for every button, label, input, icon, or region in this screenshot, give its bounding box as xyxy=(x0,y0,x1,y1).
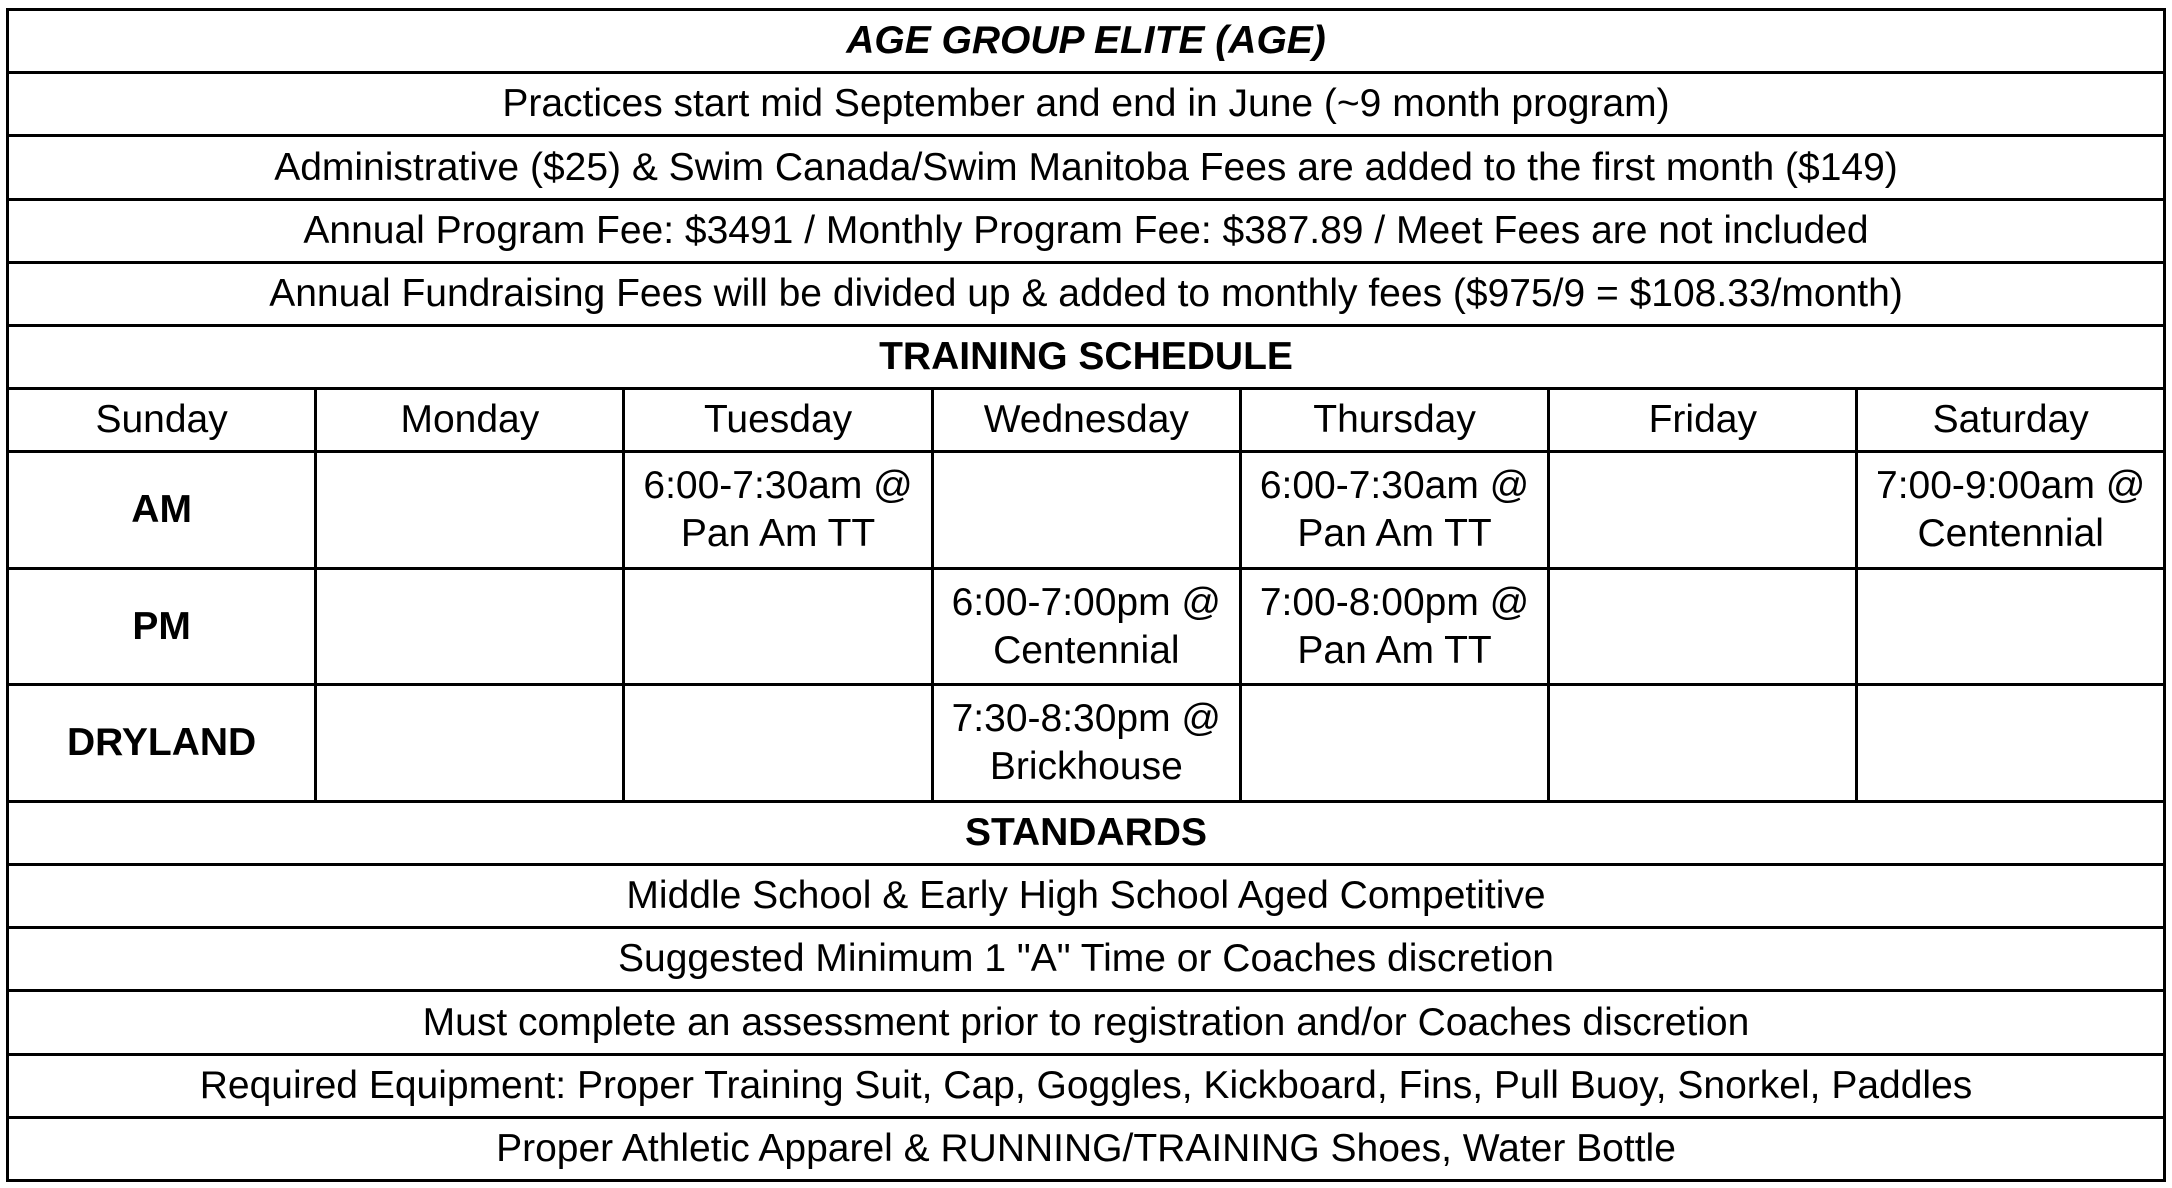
info-admin-fees: Administrative ($25) & Swim Canada/Swim Manitoba Fees are added to the first month ($149) xyxy=(8,136,2165,199)
slot-pm-wednesday xyxy=(932,568,1240,685)
slot-pm-tuesday xyxy=(624,568,932,685)
slot-dryland-thursday xyxy=(1240,685,1548,802)
slot-pm-monday xyxy=(316,568,624,685)
info-fundraising-fees: Annual Fundraising Fees will be divided up & added to monthly fees ($975/9 = $108.33/month) xyxy=(8,262,2165,325)
slot-time: 7:00-8:00pm @ xyxy=(1259,580,1530,624)
slot-label-am: AM xyxy=(8,452,316,569)
slot-location: Centennial xyxy=(1917,511,2104,555)
slot-time: 7:30-8:30pm @ xyxy=(951,697,1222,741)
slot-am-friday xyxy=(1549,452,1857,569)
schedule-row-am xyxy=(8,452,2165,569)
standard-minimum-time: Suggested Minimum 1 "A" Time or Coaches discretion xyxy=(8,928,2165,991)
day-header-tuesday: Tuesday xyxy=(624,389,932,452)
slot-am-tuesday xyxy=(624,452,932,569)
slot-time: 6:00-7:30am @ xyxy=(643,464,913,508)
days-header-row xyxy=(8,389,2165,452)
day-header-sunday: Sunday xyxy=(8,389,316,452)
day-header-wednesday: Wednesday xyxy=(932,389,1240,452)
slot-dryland-monday xyxy=(316,685,624,802)
slot-location: Pan Am TT xyxy=(680,511,876,555)
standard-age-group: Middle School & Early High School Aged Competitive xyxy=(8,865,2165,928)
standards-heading: STANDARDS xyxy=(8,801,2165,864)
slot-am-saturday xyxy=(1857,452,2165,569)
schedule-row-pm xyxy=(8,568,2165,685)
standard-assessment: Must complete an assessment prior to registration and/or Coaches discretion xyxy=(8,991,2165,1054)
slot-pm-thursday xyxy=(1240,568,1548,685)
slot-time: 7:00-9:00am @ xyxy=(1876,464,2146,508)
slot-pm-friday xyxy=(1549,568,1857,685)
slot-time: 6:00-7:00pm @ xyxy=(951,580,1222,624)
slot-location: Centennial xyxy=(993,628,1180,672)
slot-label-dryland: DRYLAND xyxy=(8,685,316,802)
slot-dryland-friday xyxy=(1549,685,1857,802)
program-title: AGE GROUP ELITE (AGE) xyxy=(8,10,2165,73)
slot-am-wednesday xyxy=(932,452,1240,569)
info-program-fee: Annual Program Fee: $3491 / Monthly Program Fee: $387.89 / Meet Fees are not included xyxy=(8,199,2165,262)
slot-am-thursday xyxy=(1240,452,1548,569)
slot-location: Pan Am TT xyxy=(1297,628,1492,672)
day-header-thursday: Thursday xyxy=(1240,389,1548,452)
schedule-row-dryland xyxy=(8,685,2165,802)
slot-label-pm: PM xyxy=(8,568,316,685)
slot-location: Brickhouse xyxy=(989,745,1183,789)
slot-time: 6:00-7:30am @ xyxy=(1259,464,1530,508)
day-header-monday: Monday xyxy=(316,389,624,452)
slot-dryland-wednesday xyxy=(932,685,1240,802)
day-header-friday: Friday xyxy=(1549,389,1857,452)
slot-dryland-tuesday xyxy=(624,685,932,802)
standard-required-equipment: Required Equipment: Proper Training Suit, Cap, Goggles, Kickboard, Fins, Pull Buoy, Snorkel, Paddles xyxy=(8,1054,2165,1117)
slot-location: Pan Am TT xyxy=(1297,511,1492,555)
standard-apparel: Proper Athletic Apparel & RUNNING/TRAINING Shoes, Water Bottle xyxy=(8,1117,2165,1180)
slot-am-monday xyxy=(316,452,624,569)
slot-dryland-saturday xyxy=(1857,685,2165,802)
training-schedule-heading: TRAINING SCHEDULE xyxy=(8,325,2165,388)
slot-pm-saturday xyxy=(1857,568,2165,685)
program-table xyxy=(6,8,2166,1182)
day-header-saturday: Saturday xyxy=(1857,389,2165,452)
info-season: Practices start mid September and end in June (~9 month program) xyxy=(8,73,2165,136)
